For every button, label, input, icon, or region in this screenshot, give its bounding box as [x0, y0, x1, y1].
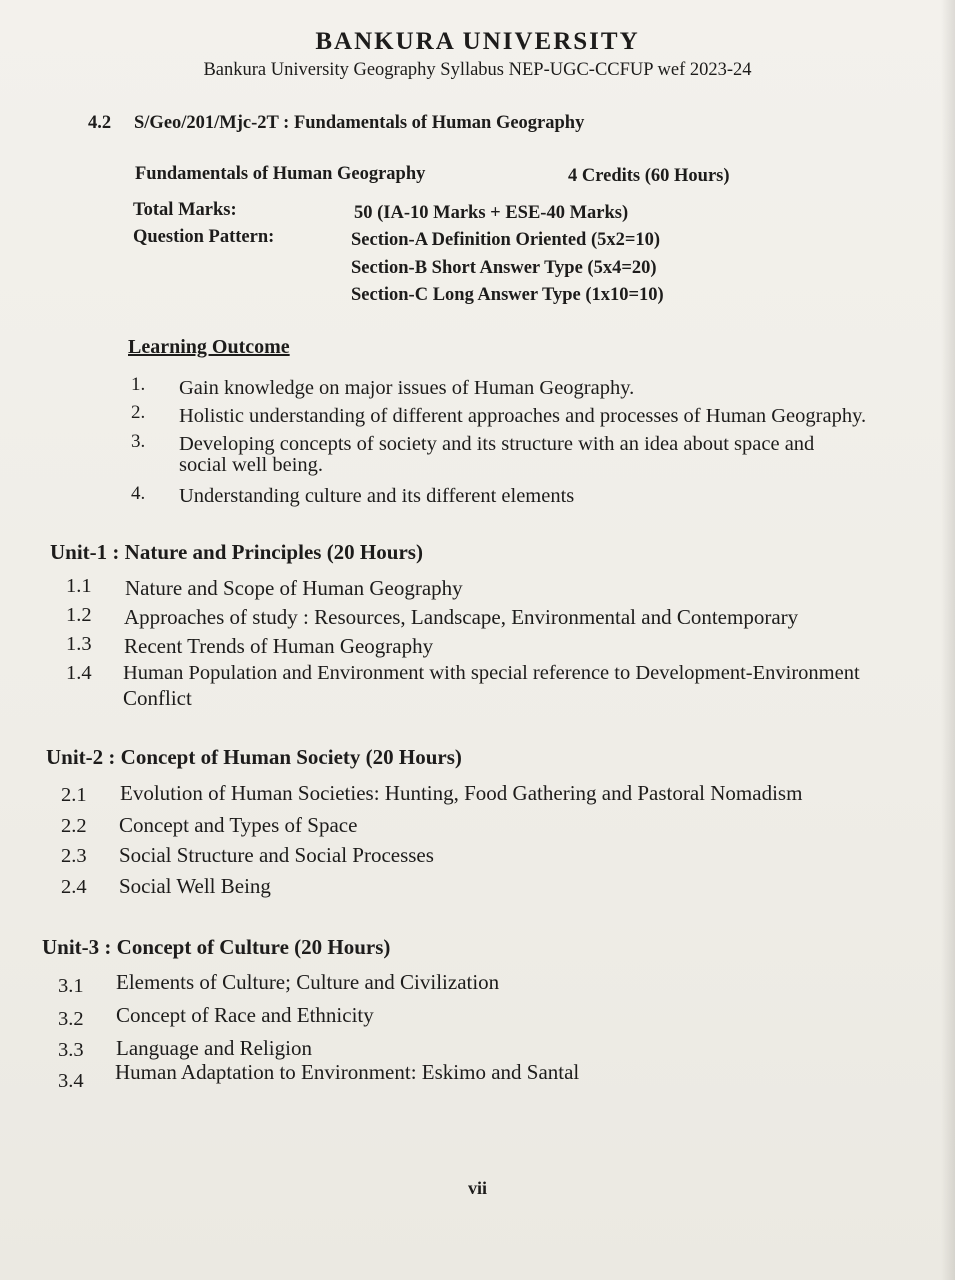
topic-number: 3.1	[58, 975, 84, 997]
topic-text: Evolution of Human Societies: Hunting, Food Gathering and Pastoral Nomadism	[120, 781, 803, 805]
question-pattern-label: Question Pattern:	[133, 227, 275, 247]
topic-text: Concept and Types of Space	[119, 813, 358, 837]
subject-name: Fundamentals of Human Geography	[135, 164, 426, 184]
outcome-text: Gain knowledge on major issues of Human Geography.	[179, 377, 635, 399]
topic-number: 3.3	[58, 1039, 84, 1061]
topic-number: 1.2	[66, 604, 92, 626]
unit-2-heading: Unit-2 : Concept of Human Society (20 Hours)	[46, 745, 462, 769]
outcome-text-continued: social well being.	[179, 454, 324, 476]
topic-text: Language and Religion	[116, 1036, 312, 1060]
topic-number: 1.3	[66, 633, 92, 655]
section-c: Section-C Long Answer Type (1x10=10)	[351, 285, 664, 305]
topic-number: 3.2	[58, 1008, 84, 1030]
course-code-title: S/Geo/201/Mjc-2T : Fundamentals of Human Geography	[134, 113, 585, 133]
outcome-text: Holistic understanding of different approaches and processes of Human Geography.	[179, 405, 867, 427]
university-title: BANKURA UNIVERSITY	[315, 28, 640, 55]
syllabus-subtitle: Bankura University Geography Syllabus NEP-UGC-CCFUP wef 2023-24	[203, 60, 752, 80]
topic-number: 3.4	[58, 1070, 84, 1092]
outcome-text: Understanding culture and its different elements	[179, 485, 575, 507]
topic-text: Concept of Race and Ethnicity	[116, 1003, 374, 1027]
section-b: Section-B Short Answer Type (5x4=20)	[351, 258, 657, 278]
total-marks-label: Total Marks:	[133, 200, 237, 220]
topic-text: Approaches of study : Resources, Landscape, Environmental and Contemporary	[124, 605, 799, 629]
unit-3-heading: Unit-3 : Concept of Culture (20 Hours)	[42, 935, 391, 959]
total-marks-value: 50 (IA-10 Marks + ESE-40 Marks)	[354, 203, 629, 223]
page-number: vii	[467, 1178, 487, 1198]
topic-number: 2.4	[61, 876, 87, 898]
outcome-number: 4.	[131, 483, 146, 504]
page-edge-shadow	[941, 0, 955, 1280]
topic-text: Elements of Culture; Culture and Civilization	[116, 970, 500, 994]
topic-number: 2.1	[61, 784, 87, 806]
outcome-number: 2.	[131, 402, 146, 423]
topic-text: Social Well Being	[119, 874, 271, 898]
course-number: 4.2	[88, 113, 112, 133]
learning-outcome-heading: Learning Outcome	[128, 336, 290, 358]
outcome-number: 3.	[131, 431, 146, 452]
outcome-number: 1.	[131, 374, 146, 395]
topic-number: 2.2	[61, 815, 87, 837]
section-a: Section-A Definition Oriented (5x2=10)	[351, 230, 661, 250]
unit-1-heading: Unit-1 : Nature and Principles (20 Hours)	[50, 540, 423, 564]
topic-number: 1.1	[66, 575, 92, 597]
topic-number: 2.3	[61, 845, 87, 867]
credits: 4 Credits (60 Hours)	[568, 166, 730, 186]
topic-number: 1.4	[66, 662, 92, 684]
topic-text: Nature and Scope of Human Geography	[125, 576, 463, 600]
topic-text: Social Structure and Social Processes	[119, 843, 434, 867]
topic-text: Human Adaptation to Environment: Eskimo and Santal	[115, 1060, 580, 1084]
topic-text: Recent Trends of Human Geography	[124, 634, 434, 658]
outcome-text: Developing concepts of society and its structure with an idea about space and	[179, 433, 815, 455]
course-title-line	[88, 113, 584, 134]
topic-text: Human Population and Environment with special reference to Development-Environment	[123, 662, 860, 684]
topic-text-continued: Conflict	[123, 686, 192, 710]
